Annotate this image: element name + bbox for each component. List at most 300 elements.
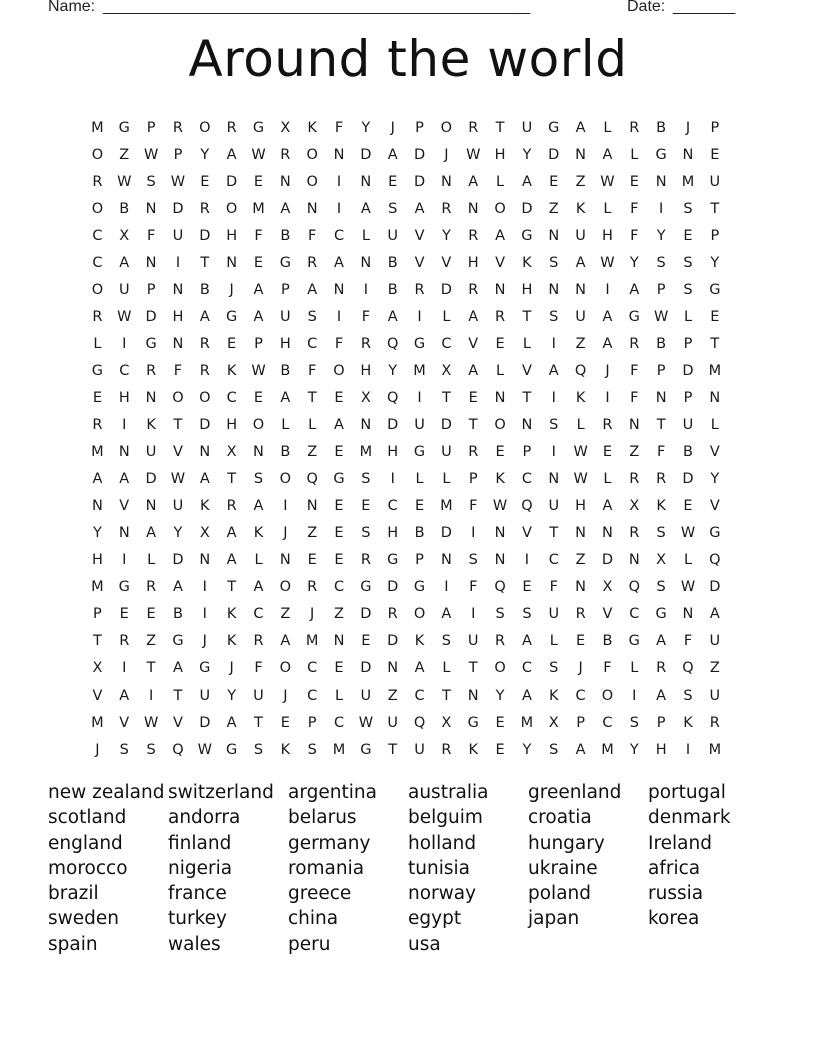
grid-letter[interactable]: Z bbox=[334, 606, 344, 623]
grid-letter[interactable]: G bbox=[413, 335, 426, 352]
grid-letter[interactable]: Y bbox=[92, 525, 102, 542]
grid-letter[interactable]: R bbox=[92, 308, 103, 325]
grid-letter[interactable]: Y bbox=[522, 741, 532, 758]
grid-letter[interactable]: F bbox=[630, 362, 639, 379]
grid-letter[interactable]: A bbox=[334, 417, 344, 434]
grid-letter[interactable]: P bbox=[415, 119, 424, 136]
grid-letter[interactable]: K bbox=[575, 200, 586, 217]
grid-letter[interactable]: Z bbox=[119, 146, 130, 163]
grid-letter[interactable]: T bbox=[710, 335, 720, 352]
grid-letter[interactable]: K bbox=[549, 687, 559, 704]
grid-letter[interactable]: T bbox=[495, 119, 505, 136]
grid-letter[interactable]: G bbox=[172, 633, 184, 650]
grid-letter[interactable]: G bbox=[91, 362, 104, 379]
grid-letter[interactable]: V bbox=[441, 254, 452, 271]
grid-letter[interactable]: A bbox=[307, 281, 318, 298]
grid-letter[interactable]: A bbox=[414, 200, 425, 217]
grid-letter[interactable]: L bbox=[308, 417, 317, 434]
grid-letter[interactable]: D bbox=[172, 200, 184, 217]
grid-letter[interactable]: E bbox=[710, 146, 720, 163]
grid-letter[interactable]: P bbox=[656, 714, 666, 731]
grid-letter[interactable]: O bbox=[494, 200, 506, 217]
grid-letter[interactable]: U bbox=[709, 633, 721, 650]
grid-letter[interactable]: F bbox=[656, 444, 666, 461]
grid-letter[interactable]: T bbox=[173, 417, 183, 434]
grid-letter[interactable]: E bbox=[92, 389, 102, 406]
grid-letter[interactable]: V bbox=[521, 525, 532, 542]
grid-letter[interactable]: E bbox=[629, 173, 639, 190]
grid-letter[interactable]: F bbox=[334, 119, 344, 136]
grid-letter[interactable]: N bbox=[628, 552, 640, 569]
grid-letter[interactable]: K bbox=[226, 633, 237, 650]
grid-letter[interactable]: Q bbox=[386, 335, 399, 352]
grid-letter[interactable]: E bbox=[495, 741, 505, 758]
grid-letter[interactable]: W bbox=[197, 741, 212, 758]
grid-letter[interactable]: R bbox=[441, 200, 452, 217]
grid-letter[interactable]: N bbox=[655, 173, 667, 190]
grid-letter[interactable]: X bbox=[629, 498, 640, 515]
grid-letter[interactable]: Y bbox=[656, 227, 666, 244]
grid-letter[interactable]: C bbox=[548, 552, 559, 569]
grid-letter[interactable]: D bbox=[601, 552, 614, 569]
grid-letter[interactable]: I bbox=[202, 579, 207, 596]
grid-letter[interactable]: P bbox=[146, 281, 156, 298]
grid-letter[interactable]: C bbox=[333, 579, 345, 596]
grid-letter[interactable]: N bbox=[118, 525, 130, 542]
grid-letter[interactable]: C bbox=[602, 714, 613, 731]
grid-letter[interactable]: T bbox=[146, 660, 156, 677]
grid-letter[interactable]: R bbox=[441, 741, 452, 758]
grid-letter[interactable]: L bbox=[603, 119, 612, 136]
grid-letter[interactable]: C bbox=[253, 606, 264, 623]
grid-letter[interactable]: T bbox=[227, 579, 237, 596]
grid-letter[interactable]: T bbox=[441, 389, 451, 406]
grid-letter[interactable]: H bbox=[91, 552, 103, 569]
grid-letter[interactable]: I bbox=[659, 200, 664, 217]
grid-letter[interactable]: S bbox=[549, 660, 559, 677]
grid-letter[interactable]: D bbox=[387, 417, 399, 434]
grid-letter[interactable]: P bbox=[254, 335, 263, 352]
grid-letter[interactable]: V bbox=[468, 335, 479, 352]
grid-letter[interactable]: S bbox=[361, 471, 371, 488]
grid-letter[interactable]: G bbox=[709, 525, 721, 542]
grid-letter[interactable]: G bbox=[360, 741, 372, 758]
grid-letter[interactable]: N bbox=[467, 687, 479, 704]
grid-letter[interactable]: G bbox=[655, 146, 667, 163]
grid-letter[interactable]: L bbox=[576, 417, 585, 434]
grid-letter[interactable]: Q bbox=[413, 714, 426, 731]
grid-letter[interactable]: I bbox=[283, 498, 288, 515]
grid-letter[interactable]: N bbox=[118, 444, 130, 461]
grid-letter[interactable]: C bbox=[333, 714, 345, 731]
grid-letter[interactable]: D bbox=[199, 417, 211, 434]
grid-letter[interactable]: E bbox=[334, 444, 344, 461]
grid-letter[interactable]: T bbox=[468, 660, 478, 677]
grid-letter[interactable]: I bbox=[202, 606, 207, 623]
grid-letter[interactable]: R bbox=[172, 119, 183, 136]
grid-letter[interactable]: X bbox=[441, 714, 452, 731]
grid-letter[interactable]: B bbox=[199, 281, 210, 298]
grid-letter[interactable]: G bbox=[199, 660, 211, 677]
grid-letter[interactable]: O bbox=[440, 119, 453, 136]
grid-letter[interactable]: O bbox=[252, 417, 265, 434]
grid-letter[interactable]: D bbox=[360, 146, 372, 163]
grid-letter[interactable]: G bbox=[252, 119, 265, 136]
grid-letter[interactable]: N bbox=[575, 525, 587, 542]
grid-letter[interactable]: I bbox=[122, 417, 127, 434]
grid-letter[interactable]: A bbox=[575, 119, 586, 136]
grid-letter[interactable]: R bbox=[656, 471, 667, 488]
grid-letter[interactable]: N bbox=[682, 606, 694, 623]
grid-letter[interactable]: L bbox=[254, 552, 263, 569]
grid-letter[interactable]: A bbox=[119, 687, 130, 704]
grid-letter[interactable]: J bbox=[95, 741, 100, 758]
grid-letter[interactable]: N bbox=[494, 552, 506, 569]
grid-letter[interactable]: U bbox=[414, 741, 425, 758]
grid-letter[interactable]: N bbox=[548, 227, 560, 244]
grid-letter[interactable]: B bbox=[119, 200, 130, 217]
grid-letter[interactable]: I bbox=[417, 308, 422, 325]
grid-letter[interactable]: J bbox=[578, 660, 583, 677]
grid-letter[interactable]: N bbox=[467, 200, 479, 217]
grid-letter[interactable]: W bbox=[143, 146, 159, 163]
grid-letter[interactable]: R bbox=[226, 119, 237, 136]
grid-letter[interactable]: N bbox=[548, 281, 560, 298]
grid-letter[interactable]: L bbox=[334, 687, 344, 704]
grid-letter[interactable]: R bbox=[495, 308, 506, 325]
grid-letter[interactable]: N bbox=[494, 525, 506, 542]
grid-letter[interactable]: D bbox=[145, 471, 157, 488]
grid-letter[interactable]: U bbox=[360, 687, 372, 704]
grid-letter[interactable]: N bbox=[306, 200, 318, 217]
grid-letter[interactable]: W bbox=[600, 173, 615, 190]
grid-letter[interactable]: I bbox=[632, 687, 637, 704]
grid-letter[interactable]: V bbox=[172, 714, 183, 731]
grid-letter[interactable]: N bbox=[199, 552, 211, 569]
grid-letter[interactable]: V bbox=[119, 498, 130, 515]
grid-letter[interactable]: H bbox=[521, 281, 533, 298]
grid-letter[interactable]: D bbox=[360, 606, 372, 623]
grid-letter[interactable]: S bbox=[656, 579, 666, 596]
grid-letter[interactable]: I bbox=[471, 606, 476, 623]
grid-letter[interactable]: V bbox=[602, 606, 613, 623]
grid-letter[interactable]: M bbox=[601, 741, 614, 758]
grid-letter[interactable]: N bbox=[521, 417, 533, 434]
grid-letter[interactable]: E bbox=[683, 498, 693, 515]
grid-letter[interactable]: A bbox=[575, 741, 586, 758]
grid-letter[interactable]: U bbox=[387, 227, 399, 244]
grid-letter[interactable]: I bbox=[336, 308, 342, 325]
grid-letter[interactable]: O bbox=[306, 173, 318, 190]
grid-letter[interactable]: A bbox=[360, 200, 371, 217]
grid-letter[interactable]: R bbox=[387, 606, 398, 623]
grid-letter[interactable]: P bbox=[173, 146, 183, 163]
grid-letter[interactable]: A bbox=[521, 173, 532, 190]
grid-letter[interactable]: N bbox=[548, 471, 560, 488]
grid-letter[interactable]: S bbox=[683, 687, 693, 704]
grid-letter[interactable]: F bbox=[334, 335, 344, 352]
grid-letter[interactable]: Y bbox=[388, 362, 398, 379]
grid-letter[interactable]: M bbox=[681, 173, 695, 190]
grid-letter[interactable]: N bbox=[333, 281, 345, 298]
grid-letter[interactable]: M bbox=[91, 714, 104, 731]
grid-letter[interactable]: R bbox=[307, 579, 318, 596]
grid-letter[interactable]: C bbox=[629, 606, 640, 623]
grid-letter[interactable]: E bbox=[495, 444, 505, 461]
grid-letter[interactable]: T bbox=[522, 389, 532, 406]
grid-letter[interactable]: P bbox=[710, 119, 720, 136]
grid-letter[interactable]: R bbox=[709, 714, 720, 731]
grid-letter[interactable]: N bbox=[145, 200, 157, 217]
grid-letter[interactable]: V bbox=[521, 362, 532, 379]
grid-letter[interactable]: M bbox=[332, 741, 346, 758]
grid-letter[interactable]: L bbox=[361, 227, 370, 244]
grid-letter[interactable]: S bbox=[441, 633, 451, 650]
grid-letter[interactable]: K bbox=[495, 471, 505, 488]
grid-letter[interactable]: K bbox=[468, 741, 478, 758]
grid-letter[interactable]: U bbox=[575, 227, 586, 244]
grid-letter[interactable]: R bbox=[146, 579, 157, 596]
grid-letter[interactable]: S bbox=[307, 741, 317, 758]
grid-letter[interactable]: Y bbox=[495, 687, 505, 704]
grid-letter[interactable]: G bbox=[226, 741, 238, 758]
grid-letter[interactable]: U bbox=[199, 687, 211, 704]
grid-letter[interactable]: K bbox=[226, 362, 237, 379]
grid-letter[interactable]: L bbox=[630, 660, 639, 677]
grid-letter[interactable]: B bbox=[280, 362, 291, 379]
grid-letter[interactable]: W bbox=[358, 714, 374, 731]
grid-letter[interactable]: A bbox=[468, 308, 479, 325]
grid-letter[interactable]: Q bbox=[682, 660, 694, 677]
grid-letter[interactable]: F bbox=[469, 579, 478, 596]
grid-letter[interactable]: M bbox=[305, 633, 319, 650]
grid-letter[interactable]: W bbox=[600, 254, 615, 271]
grid-letter[interactable]: N bbox=[172, 281, 184, 298]
grid-letter[interactable]: A bbox=[629, 281, 640, 298]
grid-letter[interactable]: M bbox=[520, 714, 534, 731]
grid-letter[interactable]: U bbox=[521, 119, 533, 136]
grid-letter[interactable]: A bbox=[334, 254, 344, 271]
grid-letter[interactable]: H bbox=[655, 741, 667, 758]
grid-letter[interactable]: Q bbox=[574, 362, 587, 379]
grid-letter[interactable]: K bbox=[575, 389, 586, 406]
grid-letter[interactable]: N bbox=[199, 444, 211, 461]
date-blank-line[interactable]: _______ bbox=[673, 0, 736, 15]
grid-letter[interactable]: C bbox=[441, 335, 452, 352]
grid-letter[interactable]: R bbox=[92, 173, 103, 190]
grid-letter[interactable]: H bbox=[467, 254, 479, 271]
grid-letter[interactable]: H bbox=[494, 146, 506, 163]
grid-letter[interactable]: I bbox=[148, 687, 154, 704]
grid-letter[interactable]: N bbox=[333, 146, 345, 163]
grid-letter[interactable]: G bbox=[628, 308, 640, 325]
grid-letter[interactable]: E bbox=[227, 335, 237, 352]
grid-letter[interactable]: K bbox=[414, 633, 425, 650]
grid-letter[interactable]: A bbox=[521, 633, 532, 650]
grid-letter[interactable]: K bbox=[146, 417, 156, 434]
grid-letter[interactable]: C bbox=[307, 660, 318, 677]
grid-letter[interactable]: A bbox=[199, 308, 210, 325]
grid-letter[interactable]: D bbox=[387, 579, 399, 596]
grid-letter[interactable]: L bbox=[442, 660, 451, 677]
grid-letter[interactable]: K bbox=[253, 525, 264, 542]
grid-letter[interactable]: H bbox=[172, 308, 184, 325]
grid-letter[interactable]: N bbox=[440, 173, 452, 190]
grid-letter[interactable]: B bbox=[602, 633, 613, 650]
grid-letter[interactable]: R bbox=[199, 362, 210, 379]
grid-letter[interactable]: J bbox=[310, 606, 315, 623]
grid-letter[interactable]: T bbox=[173, 687, 183, 704]
grid-letter[interactable]: T bbox=[92, 633, 102, 650]
grid-letter[interactable]: J bbox=[444, 146, 449, 163]
grid-letter[interactable]: A bbox=[253, 281, 264, 298]
grid-letter[interactable]: W bbox=[492, 498, 508, 515]
grid-letter[interactable]: R bbox=[280, 146, 291, 163]
grid-letter[interactable]: A bbox=[575, 254, 586, 271]
grid-letter[interactable]: P bbox=[307, 714, 317, 731]
grid-letter[interactable]: H bbox=[387, 525, 399, 542]
grid-letter[interactable]: E bbox=[522, 579, 532, 596]
grid-letter[interactable]: V bbox=[414, 227, 425, 244]
grid-letter[interactable]: A bbox=[602, 308, 613, 325]
grid-letter[interactable]: A bbox=[468, 362, 479, 379]
grid-letter[interactable]: D bbox=[172, 552, 184, 569]
grid-letter[interactable]: G bbox=[360, 579, 372, 596]
grid-letter[interactable]: R bbox=[468, 444, 479, 461]
grid-letter[interactable]: D bbox=[145, 308, 157, 325]
grid-letter[interactable]: E bbox=[468, 389, 478, 406]
grid-letter[interactable]: N bbox=[172, 335, 184, 352]
grid-letter[interactable]: A bbox=[709, 606, 720, 623]
grid-letter[interactable]: E bbox=[119, 606, 129, 623]
grid-letter[interactable]: N bbox=[306, 498, 318, 515]
grid-letter[interactable]: N bbox=[226, 254, 238, 271]
grid-letter[interactable]: E bbox=[495, 714, 505, 731]
grid-letter[interactable]: Q bbox=[494, 579, 506, 596]
grid-letter[interactable]: W bbox=[117, 173, 132, 190]
grid-letter[interactable]: B bbox=[172, 606, 183, 623]
grid-letter[interactable]: X bbox=[119, 227, 130, 244]
grid-letter[interactable]: S bbox=[683, 200, 693, 217]
grid-letter[interactable]: Z bbox=[387, 687, 398, 704]
grid-letter[interactable]: Y bbox=[710, 471, 720, 488]
grid-letter[interactable]: Z bbox=[307, 444, 318, 461]
grid-letter[interactable]: O bbox=[199, 119, 211, 136]
grid-letter[interactable]: W bbox=[653, 308, 669, 325]
grid-letter[interactable]: G bbox=[118, 579, 130, 596]
grid-letter[interactable]: G bbox=[387, 552, 399, 569]
grid-letter[interactable]: L bbox=[603, 471, 612, 488]
grid-letter[interactable]: X bbox=[92, 660, 103, 677]
grid-letter[interactable]: I bbox=[363, 281, 368, 298]
grid-letter[interactable]: D bbox=[199, 714, 211, 731]
grid-letter[interactable]: P bbox=[710, 227, 720, 244]
grid-letter[interactable]: A bbox=[280, 200, 291, 217]
grid-letter[interactable]: H bbox=[602, 227, 613, 244]
grid-letter[interactable]: S bbox=[388, 200, 398, 217]
grid-letter[interactable]: W bbox=[251, 146, 266, 163]
grid-letter[interactable]: R bbox=[199, 200, 210, 217]
grid-letter[interactable]: A bbox=[387, 146, 398, 163]
grid-letter[interactable]: W bbox=[573, 471, 588, 488]
grid-letter[interactable]: U bbox=[709, 687, 721, 704]
grid-letter[interactable]: A bbox=[226, 146, 237, 163]
grid-letter[interactable]: B bbox=[656, 335, 667, 352]
grid-letter[interactable]: O bbox=[225, 200, 238, 217]
grid-letter[interactable]: E bbox=[549, 173, 559, 190]
grid-letter[interactable]: Z bbox=[146, 633, 157, 650]
grid-letter[interactable]: K bbox=[226, 606, 237, 623]
grid-letter[interactable]: A bbox=[199, 471, 210, 488]
grid-letter[interactable]: D bbox=[413, 173, 426, 190]
grid-letter[interactable]: A bbox=[253, 498, 264, 515]
grid-letter[interactable]: A bbox=[548, 362, 559, 379]
grid-letter[interactable]: E bbox=[253, 254, 264, 271]
grid-letter[interactable]: L bbox=[603, 200, 612, 217]
grid-letter[interactable]: H bbox=[360, 362, 372, 379]
grid-letter[interactable]: B bbox=[387, 281, 398, 298]
grid-letter[interactable]: F bbox=[254, 660, 263, 677]
grid-letter[interactable]: H bbox=[387, 444, 399, 461]
grid-letter[interactable]: U bbox=[709, 173, 721, 190]
grid-letter[interactable]: N bbox=[575, 146, 587, 163]
grid-letter[interactable]: S bbox=[146, 741, 156, 758]
grid-letter[interactable]: N bbox=[360, 173, 372, 190]
grid-letter[interactable]: J bbox=[202, 633, 207, 650]
grid-letter[interactable]: H bbox=[118, 389, 130, 406]
grid-letter[interactable]: A bbox=[521, 687, 532, 704]
grid-letter[interactable]: P bbox=[683, 335, 693, 352]
grid-letter[interactable]: M bbox=[91, 444, 104, 461]
grid-letter[interactable]: L bbox=[442, 471, 451, 488]
grid-letter[interactable]: R bbox=[146, 362, 157, 379]
grid-letter[interactable]: U bbox=[280, 308, 291, 325]
grid-letter[interactable]: C bbox=[119, 362, 130, 379]
grid-letter[interactable]: L bbox=[442, 308, 451, 325]
grid-letter[interactable]: E bbox=[334, 498, 344, 515]
grid-letter[interactable]: U bbox=[172, 227, 184, 244]
grid-letter[interactable]: N bbox=[628, 417, 640, 434]
grid-letter[interactable]: Z bbox=[709, 660, 720, 677]
grid-letter[interactable]: W bbox=[573, 444, 588, 461]
grid-letter[interactable]: M bbox=[91, 579, 104, 596]
grid-letter[interactable]: R bbox=[629, 471, 640, 488]
grid-letter[interactable]: R bbox=[656, 660, 667, 677]
grid-letter[interactable]: J bbox=[605, 362, 610, 379]
grid-letter[interactable]: P bbox=[656, 362, 666, 379]
grid-letter[interactable]: C bbox=[387, 498, 398, 515]
grid-letter[interactable]: S bbox=[522, 606, 532, 623]
grid-letter[interactable]: V bbox=[709, 498, 720, 515]
grid-letter[interactable]: G bbox=[118, 119, 130, 136]
grid-letter[interactable]: L bbox=[549, 633, 558, 650]
grid-letter[interactable]: T bbox=[710, 200, 720, 217]
grid-letter[interactable]: M bbox=[413, 362, 426, 379]
grid-letter[interactable]: S bbox=[683, 254, 693, 271]
grid-letter[interactable]: I bbox=[605, 389, 610, 406]
grid-letter[interactable]: L bbox=[522, 335, 531, 352]
grid-letter[interactable]: V bbox=[92, 687, 103, 704]
grid-letter[interactable]: A bbox=[146, 525, 157, 542]
grid-letter[interactable]: M bbox=[708, 362, 722, 379]
grid-letter[interactable]: E bbox=[280, 714, 290, 731]
grid-letter[interactable]: D bbox=[440, 525, 452, 542]
grid-letter[interactable]: A bbox=[119, 471, 130, 488]
grid-letter[interactable]: D bbox=[440, 281, 452, 298]
grid-letter[interactable]: H bbox=[226, 227, 238, 244]
grid-letter[interactable]: D bbox=[413, 146, 426, 163]
grid-letter[interactable]: N bbox=[253, 444, 264, 461]
